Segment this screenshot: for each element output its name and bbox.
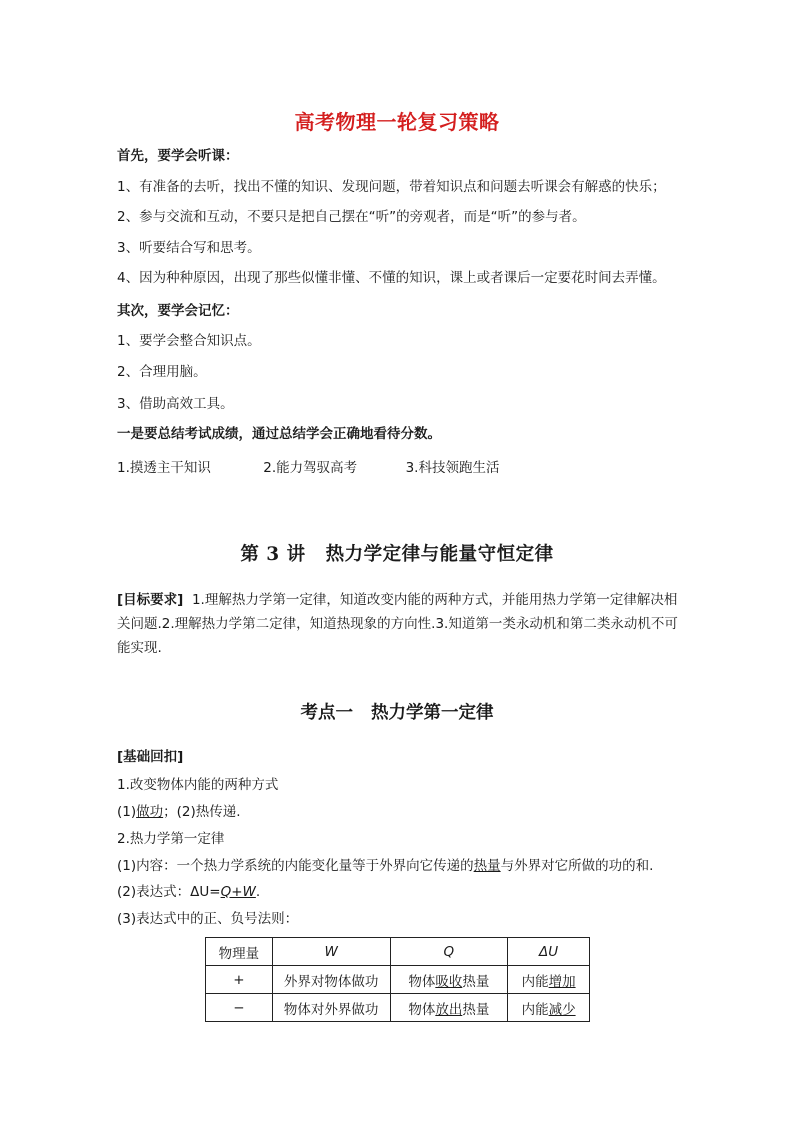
lecture-title — [0, 540, 794, 566]
text-fragment: 热量 — [462, 1001, 490, 1018]
topics-row — [117, 456, 499, 476]
listening-item-1: 1、有准备的去听，找出不懂的知识、发现问题，带着知识点和问题去听课会有解惑的快乐； — [117, 179, 666, 195]
sign-rule-table — [205, 937, 590, 1022]
basics-p2-content — [117, 857, 653, 875]
text-fragment: 与外界对它所做的功的和. — [500, 858, 654, 874]
text-fragment: (1)内容：一个热力学系统的内能变化量等于外界向它传递的 — [117, 858, 474, 874]
table-header-row — [206, 938, 590, 966]
underlined-term: 吸收 — [435, 973, 463, 990]
memory-item-3: 3、借助高效工具。 — [117, 396, 234, 412]
table-row — [206, 994, 590, 1022]
goal-text: 1.理解热力学第一定律，知道改变内能的两种方式，并能用热力学第一定律解决相关问题.2.理解热力学第二定律，知道热现象的方向性.3.知道第一类永动机和第二类永动机不可能实现. — [117, 592, 678, 656]
text-fragment: 物体 — [408, 973, 436, 990]
table-header-cell: ΔU — [508, 938, 590, 966]
topic-item: 3.科技领跑生活 — [405, 460, 500, 476]
section-name: 热力学第一定律 — [371, 703, 494, 723]
underlined-term: 减少 — [548, 1001, 576, 1018]
table-cell-sign: + — [206, 966, 273, 994]
text-fragment: . — [255, 884, 261, 900]
table-cell-w: 物体对外界做功 — [272, 994, 390, 1022]
table-cell-du — [508, 966, 590, 994]
listening-item-2: 2、参与交流和互动，不要只是把自己摆在“听”的旁观者，而是“听”的参与者。 — [117, 209, 586, 225]
topic-item: 1.摸透主干知识 — [117, 460, 211, 476]
basics-tag: [基础回扣] — [117, 749, 184, 765]
section-label: 考点一 — [300, 703, 353, 723]
table-cell-q — [390, 966, 508, 994]
table-cell-du — [508, 994, 590, 1022]
underlined-term: 热量 — [473, 858, 501, 874]
listening-heading: 首先，要学会听课： — [117, 148, 239, 164]
lecture-name: 热力学定律与能量守恒定律 — [325, 544, 554, 565]
section-title — [0, 699, 794, 724]
text-fragment: (2)表达式：ΔU= — [117, 884, 221, 900]
goal-tag: [目标要求] — [117, 592, 184, 608]
text-fragment: ；(2)热传递. — [163, 804, 241, 820]
table-cell-q — [390, 994, 508, 1022]
table-header-cell: W — [272, 938, 390, 966]
underlined-term: 做功 — [136, 804, 164, 820]
table-header-cell: 物理量 — [206, 938, 273, 966]
memory-item-2: 2、合理用脑。 — [117, 364, 207, 380]
table-cell-w: 外界对物体做功 — [272, 966, 390, 994]
topic-item: 2.能力驾驭高考 — [263, 460, 358, 476]
table-cell-sign: − — [206, 994, 273, 1022]
basics-p1-content — [117, 803, 241, 821]
lecture-number: 第 3 讲 — [240, 544, 306, 565]
basics-p1-title: 1.改变物体内能的两种方式 — [117, 777, 279, 793]
page-title: 高考物理一轮复习策略 — [294, 110, 500, 134]
basics-p2-title: 2.热力学第一定律 — [117, 831, 225, 847]
listening-item-3: 3、听要结合写和思考。 — [117, 240, 261, 256]
basics-p2-rule: (3)表达式中的正、负号法则： — [117, 911, 299, 927]
listening-item-4: 4、因为种种原因，出现了那些似懂非懂、不懂的知识，课上或者课后一定要花时间去弄懂。 — [117, 270, 666, 286]
goal-paragraph — [117, 588, 679, 660]
underlined-term: 放出 — [435, 1001, 463, 1018]
memory-item-1: 1、要学会整合知识点。 — [117, 333, 261, 349]
table-row — [206, 966, 590, 994]
table-header-cell: Q — [390, 938, 508, 966]
memory-heading: 其次，要学会记忆： — [117, 303, 239, 319]
text-fragment: 内能 — [521, 973, 549, 990]
basics-p2-expression — [117, 883, 260, 901]
summary-line: 一是要总结考试成绩，通过总结学会正确地看待分数。 — [117, 426, 441, 442]
underlined-term: 增加 — [548, 973, 576, 990]
text-fragment: 物体 — [408, 1001, 436, 1018]
text-fragment: 热量 — [462, 973, 490, 990]
text-fragment: 内能 — [521, 1001, 549, 1018]
underlined-formula: Q+W — [220, 884, 256, 900]
text-fragment: (1) — [117, 804, 137, 820]
